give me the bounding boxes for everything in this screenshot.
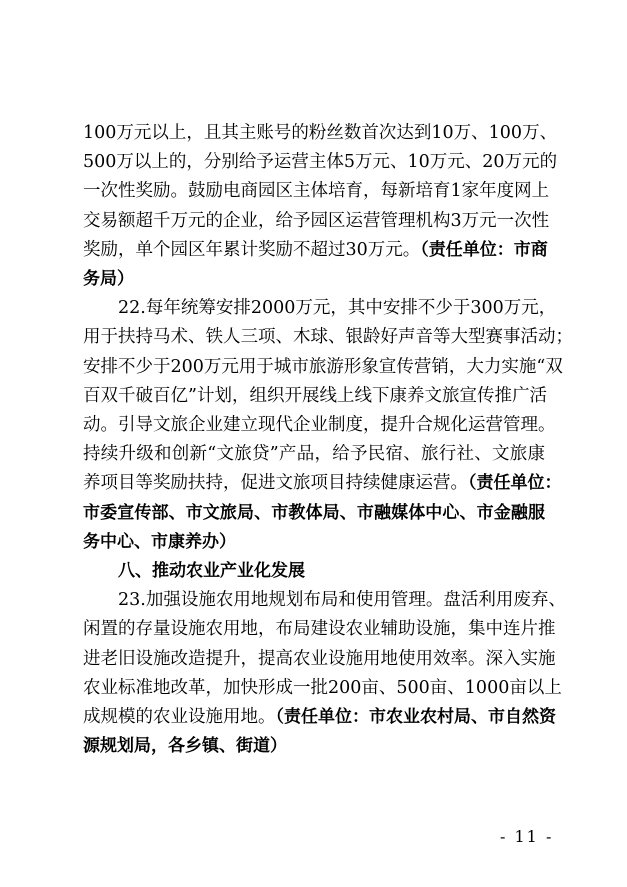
paragraph-line xyxy=(83,704,556,730)
body-text: 奖励，单个园区年累计奖励不超过30万元。 xyxy=(83,239,421,260)
body-text: 持续升级和创新“文旅贷”产品，给予民宿、旅行社、文旅康 xyxy=(83,444,545,465)
paragraph-line xyxy=(83,208,550,234)
body-text: 500万以上的，分别给予运营主体5万元、10万元、20万元的 xyxy=(83,152,558,173)
paragraph-line xyxy=(118,295,557,321)
responsible-unit-text: （责任单位： xyxy=(468,473,562,494)
paragraph-line xyxy=(83,500,545,526)
responsible-unit-text: 务中心、市康养办） xyxy=(83,531,236,552)
body-text: 农业标准地改革，加快形成一批200亩、500亩、1000亩以上 xyxy=(83,677,562,698)
responsible-unit-text: （责任单位：市农业农村局、市自然资 xyxy=(275,707,556,727)
paragraph-line xyxy=(83,178,550,204)
section-heading xyxy=(118,558,545,584)
body-text: 成规模的农业设施用地。 xyxy=(83,707,276,727)
body-text: 闲置的存量设施农用地，布局建设农业辅助设施，集中连片推 xyxy=(83,619,556,640)
paragraph-line xyxy=(83,237,548,263)
paragraph-line xyxy=(83,324,573,350)
responsible-unit-text: 八、推动农业产业化发展 xyxy=(118,561,305,581)
body-text: 动。引导文旅企业建立现代企业制度，提升合规化运营管理。 xyxy=(83,415,556,435)
body-text: 百双千破百亿”计划，组织开展线上线下康养文旅宣传推广活 xyxy=(83,385,547,406)
responsible-unit-text: 源规划局，各乡镇、街道） xyxy=(83,736,287,757)
paragraph-line xyxy=(83,646,556,672)
paragraph-line xyxy=(83,616,556,642)
body-text: 一次性奖励。鼓励电商园区主体培育，每新培育1家年度网上 xyxy=(83,181,550,202)
body-text: 交易额超千万元的企业，给予园区运营管理机构3万元一次性 xyxy=(83,210,550,231)
responsible-unit-text: 市委宣传部、市文旅局、市教体局、市融媒体中心、市金融服 xyxy=(83,502,545,523)
paragraph-line xyxy=(83,733,545,759)
paragraph-line xyxy=(83,441,545,467)
paragraph-line xyxy=(83,266,545,292)
body-text: 养项目等奖励扶持，促进文旅项目持续健康运营。 xyxy=(83,473,468,494)
paragraph-line xyxy=(83,470,562,496)
body-text: 100万元以上，且其主账号的粉丝数首次达到10万、100万、 xyxy=(83,123,558,143)
paragraph-line xyxy=(83,120,558,146)
body-text: 22.每年统筹安排2000万元，其中安排不少于300万元， xyxy=(118,298,557,319)
paragraph-line xyxy=(83,149,558,175)
responsible-unit-text: 务局） xyxy=(83,269,134,289)
body-text: 进老旧设施改造提升，提高农业设施用地使用效率。深入实施 xyxy=(83,648,556,669)
responsible-unit-text: （责任单位：市商 xyxy=(420,239,548,260)
paragraph-line xyxy=(83,412,556,438)
paragraph-line xyxy=(83,675,562,701)
paragraph-line xyxy=(83,354,563,380)
body-text: 23.加强设施农用地规划布局和使用管理。盘活利用废弃、 xyxy=(118,590,566,611)
page-number: - 11 - xyxy=(500,827,554,846)
paragraph-line xyxy=(83,383,545,409)
body-text: 用于扶持马术、铁人三项、木球、银龄好声音等大型赛事活动； xyxy=(83,327,573,348)
body-text: 安排不少于200万元用于城市旅游形象宣传营销，大力实施“双 xyxy=(83,356,563,377)
paragraph-line xyxy=(83,529,545,555)
paragraph-line xyxy=(118,587,566,613)
